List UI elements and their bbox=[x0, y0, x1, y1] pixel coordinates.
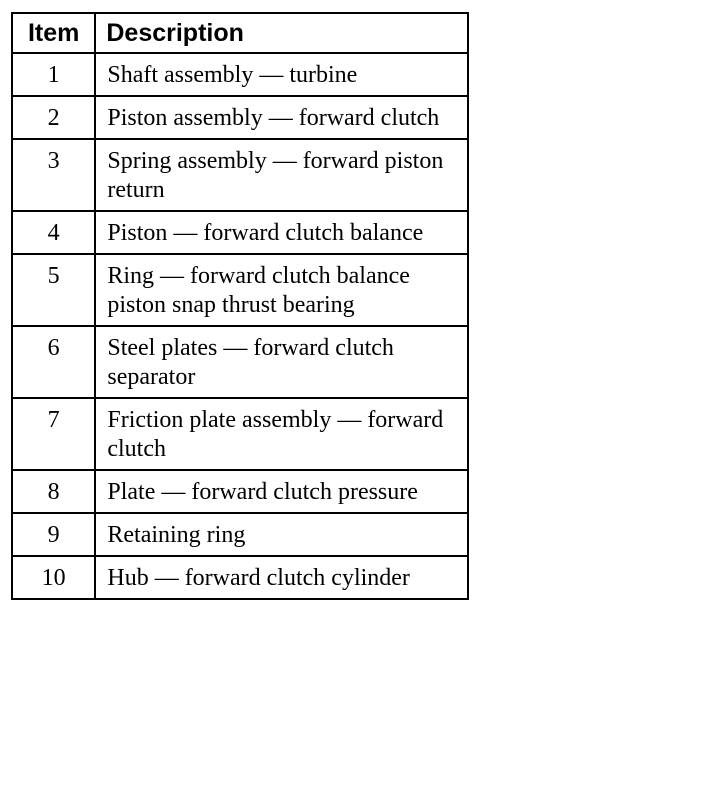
item-number: 9 bbox=[12, 513, 95, 556]
parts-table bbox=[11, 12, 469, 600]
table-row bbox=[12, 398, 468, 470]
table-row bbox=[12, 211, 468, 254]
table-row bbox=[12, 513, 468, 556]
item-number: 3 bbox=[12, 139, 95, 211]
item-description: Piston assembly — forward clutch bbox=[95, 96, 468, 139]
item-description: Ring — forward clutch balance piston snap thrust bearing bbox=[95, 254, 468, 326]
item-description: Steel plates — forward clutch separator bbox=[95, 326, 468, 398]
item-description: Friction plate assembly — forward clutch bbox=[95, 398, 468, 470]
item-description: Shaft assembly — turbine bbox=[95, 53, 468, 96]
table-row bbox=[12, 326, 468, 398]
item-description: Retaining ring bbox=[95, 513, 468, 556]
item-description: Hub — forward clutch cylinder bbox=[95, 556, 468, 599]
item-number: 4 bbox=[12, 211, 95, 254]
item-description: Plate — forward clutch pressure bbox=[95, 470, 468, 513]
item-number: 7 bbox=[12, 398, 95, 470]
item-number: 8 bbox=[12, 470, 95, 513]
item-number: 2 bbox=[12, 96, 95, 139]
table-row bbox=[12, 556, 468, 599]
item-number: 10 bbox=[12, 556, 95, 599]
item-column-header: Item bbox=[12, 13, 95, 53]
item-number: 1 bbox=[12, 53, 95, 96]
table-row bbox=[12, 96, 468, 139]
table-row bbox=[12, 254, 468, 326]
item-description: Piston — forward clutch balance bbox=[95, 211, 468, 254]
description-column-header: Description bbox=[95, 13, 468, 53]
header-row bbox=[12, 13, 468, 53]
table-row bbox=[12, 139, 468, 211]
table-row bbox=[12, 53, 468, 96]
item-number: 6 bbox=[12, 326, 95, 398]
table-row bbox=[12, 470, 468, 513]
item-description: Spring assembly — forward piston return bbox=[95, 139, 468, 211]
item-number: 5 bbox=[12, 254, 95, 326]
